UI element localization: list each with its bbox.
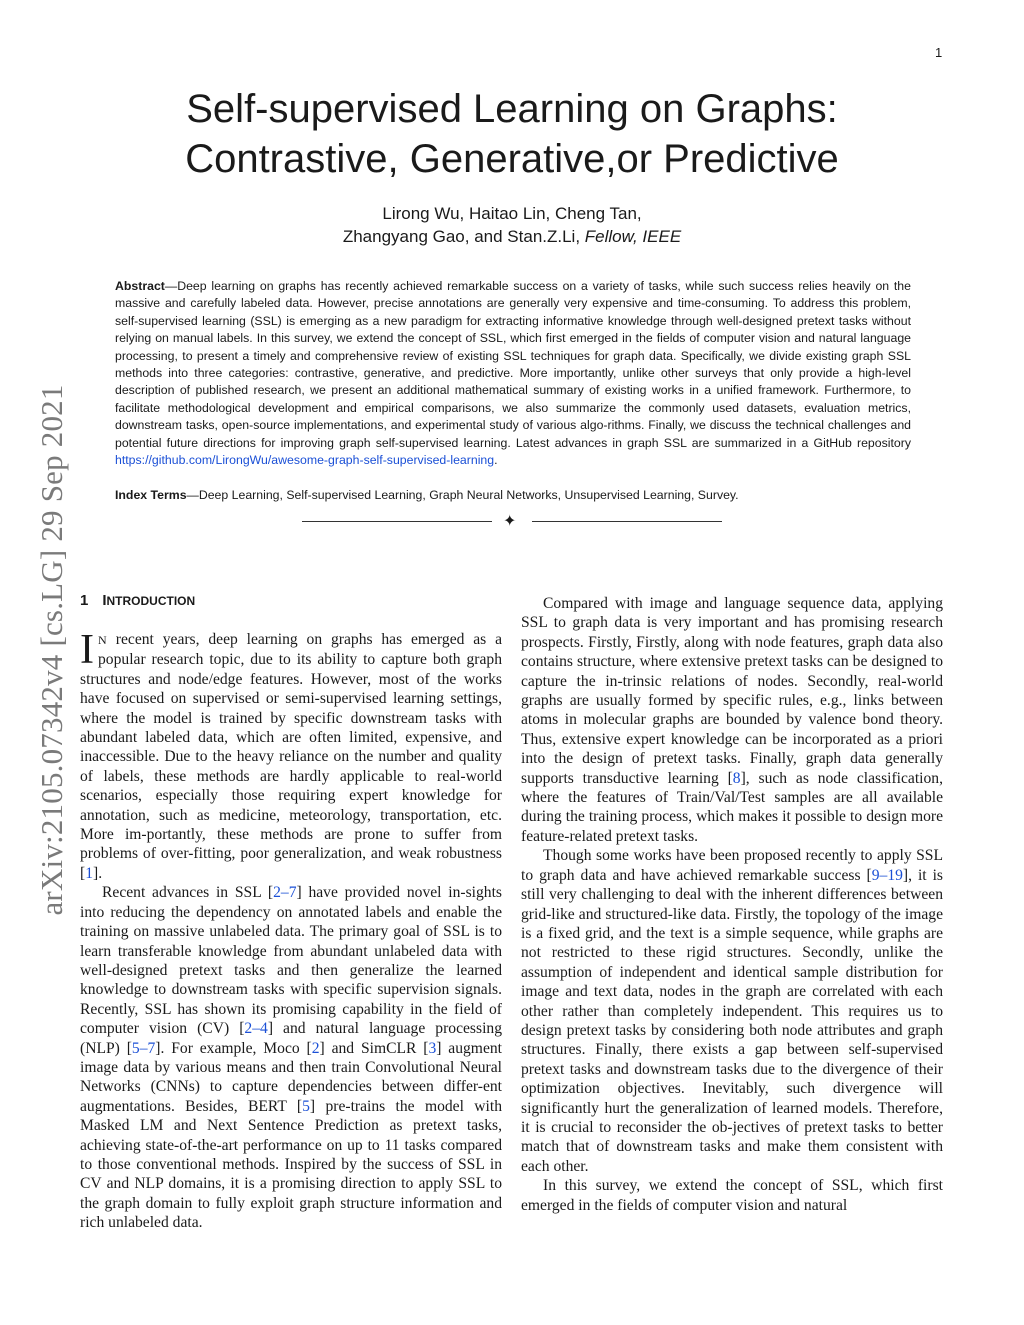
- section-title-initial: I: [102, 592, 107, 609]
- small-caps-lead: N: [98, 633, 107, 647]
- citation-link[interactable]: 9: [871, 866, 880, 884]
- citation-link[interactable]: 2: [244, 1020, 253, 1038]
- paragraph-text: Recent advances in SSL [: [102, 884, 274, 902]
- citation-link[interactable]: 7: [288, 884, 297, 902]
- citation-link[interactable]: 5: [131, 1039, 140, 1057]
- citation-link[interactable]: 3: [428, 1039, 437, 1057]
- section-number: 1: [80, 592, 89, 609]
- section-title-rest: NTRODUCTION: [106, 594, 196, 608]
- author-list: [200, 202, 824, 248]
- paper-title: [150, 84, 874, 184]
- intro-paragraph-2: [80, 883, 502, 1232]
- github-repository-link[interactable]: https://github.com/LirongWu/awesome-graph-self-supervised-learning: [115, 453, 495, 468]
- paragraph-text: ] and natural language processing (NLP) [: [80, 1020, 503, 1057]
- authors-line-1: Lirong Wu, Haitao Lin, Cheng Tan,: [382, 204, 642, 223]
- left-text-column: [80, 627, 503, 1233]
- citation-dash: –: [139, 1039, 148, 1057]
- arxiv-identifier-stamp: arXiv:2105.07342v4 [cs.LG] 29 Sep 2021: [34, 384, 69, 916]
- divider-diamond-icon: ✦: [503, 511, 517, 530]
- paragraph-text: Compared with image and language sequence data, applying SSL to graph data is very important and has promising research prospects. Firstly, Firstly, along with node features, graph data also contains structure, where extensive pretext tasks can be designed to capture the in-trinsic relations of nodes. Secondly, real-world graphs are usually formed by specific rules, e.g., links between atoms in molecular graphs are bounded by valence bond theory. Thus, extensive expert knowledge can be incorporated as a priori into the design of pretext tasks. Finally, graph data generally supports transductive learning [: [521, 595, 943, 787]
- index-terms: [115, 487, 911, 504]
- paragraph-text: Though some works have been proposed recently to apply SSL to graph data and have achieved remarkable success [: [521, 847, 943, 884]
- author-fellow-title: Fellow, IEEE: [584, 227, 682, 246]
- authors-line-2: Zhangyang Gao, and Stan.Z.Li,: [342, 227, 585, 246]
- title-line-1: Self-supervised Learning on Graphs:: [186, 87, 838, 131]
- index-terms-label: Index Terms: [115, 488, 187, 502]
- paragraph-text: recent years, deep learning on graphs has emerged as a popular research topic, due to its ability to capture both graph structures and node/edge features. However, most of the works have focused on supervised or semi-supervised learning settings, where the model is trained by specific downstream tasks with abundant labeled data, which are often limited, expensive, and inaccessible. Due to the heavy reliance on the number and quality of labels, these methods are hardly applicable to real-world scenarios, especially those requiring expert knowledge for annotation, such as medicine, meteorology, transportation, etc. More im-portantly, these methods are prone to suffer from problems of over-fitting, poor generalization, and weak robustness [: [80, 631, 502, 882]
- abstract: [115, 278, 911, 469]
- abstract-label: Abstract: [115, 279, 165, 293]
- paragraph-text: ], such as node classification, where the features of Train/Val/Test samples are all available during the training process, which makes it possible to design more feature-related pretext tasks.: [521, 769, 943, 845]
- citation-link[interactable]: 2: [273, 884, 281, 902]
- intro-paragraph-3: [521, 594, 943, 846]
- citation-dash: –: [280, 884, 289, 902]
- citation-link[interactable]: 8: [732, 769, 741, 787]
- citation-link[interactable]: 4: [260, 1020, 268, 1038]
- section-heading-introduction: [80, 592, 195, 609]
- citation-dash: –: [252, 1020, 261, 1038]
- paragraph-text: ] augment image data by various means and then train Convolutional Neural Networks (CNNs) to capture dependencies between differ-ent augmentations. Besides, BERT [: [80, 1039, 502, 1115]
- section-divider-right: [532, 521, 722, 522]
- paragraph-text: ]. For example, Moco [: [155, 1039, 312, 1057]
- page-number: 1: [935, 45, 943, 60]
- citation-link[interactable]: 1: [85, 864, 93, 882]
- intro-paragraph-5: [521, 1176, 943, 1215]
- abstract-text: —Deep learning on graphs has recently achieved remarkable success on a variety of tasks, while such success relies heavily on the massive and carefully labeled data. However, precise annotations are generally very expensive and time-consuming. To address this problem, self-supervised learning (SSL) is emerging as a new paradigm for extracting informative knowledge through well-designed pretext tasks without relying on manual labels. In this survey, we extend the concept of SSL, which first emerged in the fields of computer vision and natural language processing, to present a timely and comprehensive review of existing SSL techniques for graph data. Specifically, we divide existing graph SSL methods into three categories: contrastive, generative, and predictive. More importantly, unlike other surveys that only provide a high-level description of published research, we present an additional mathematical summary of existing works in a unified framework. Furthermore, to facilitate methodological development and empirical comparisons, we also summarize the commonly used datasets, evaluation metrics, downstream tasks, open-source implementations, and experimental study of various algo-rithms. Finally, we discuss the technical challenges and potential future directions for improving graph self-supervised learning. Latest advances in graph SSL are summarized in a GitHub repository: [115, 279, 911, 450]
- citation-link[interactable]: 2: [311, 1039, 320, 1057]
- citation-dash: –: [879, 866, 888, 884]
- intro-paragraph-4: [521, 846, 943, 1176]
- section-divider-left: [302, 521, 492, 522]
- paragraph-text: ].: [93, 864, 103, 882]
- paragraph-text: ] pre-trains the model with Masked LM and Next Sentence Prediction as pretext tasks, achieving state-of-the-art performance on up to 11 tasks compared to those conventional methods. Inspired by the success of SSL in CV and NLP domains, it is a promising direction to apply SSL to the graph domain to fully exploit graph structure information and rich unlabeled data.: [80, 1097, 502, 1232]
- title-line-2: Contrastive, Generative,or Predictive: [185, 137, 839, 181]
- paragraph-text: In this survey, we extend the concept of SSL, which first emerged in the fields of computer vision and natural: [521, 1177, 943, 1214]
- citation-link[interactable]: 5: [302, 1097, 310, 1115]
- citation-link[interactable]: 7: [147, 1039, 156, 1057]
- drop-cap: I: [80, 627, 94, 673]
- paragraph-text: ] and SimCLR [: [319, 1039, 429, 1057]
- index-terms-text: —Deep Learning, Self-supervised Learning, Graph Neural Networks, Unsupervised Learning, Survey.: [186, 488, 739, 502]
- paragraph-text: ], it is still very challenging to deal with the inherent differences between grid-like and structured-like data. Firstly, the topology of the image is a fixed grid, and the text is a simple sequence, while graphs are not restricted to these rigid structures. Secondly, unlike the assumption of independent and identical sample distribution for image and text data, nodes in the graph are correlated with each other rather than completely independent. This requires us to design pretext tasks by considering both node attributes and graph structures. Finally, there exists a gap between self-supervised pretext tasks and downstream tasks due to the divergence of their optimization objectives. Inevitably, such divergence will significantly hurt the generalization of learned models. Therefore, it is crucial to reconsider the ob-jectives of pretext tasks to better match that of downstream tasks and make them consistent with each other.: [521, 866, 943, 1175]
- right-text-column: [521, 594, 943, 1215]
- citation-link[interactable]: 19: [887, 866, 903, 884]
- intro-paragraph-1: [80, 627, 502, 883]
- paragraph-text: ] have provided novel in-sights into reducing the dependency on annotated labels and enable the training on massive unlabeled data. The primary goal of SSL is to learn transferable knowledge from abundant unlabeled data with well-designed pretext tasks and then generalize the learned knowledge to downstream tasks with specific supervision signals. Recently, SSL has shown its promising capability in the field of computer vision (CV) [: [80, 884, 502, 1038]
- abstract-end: .: [494, 453, 498, 468]
